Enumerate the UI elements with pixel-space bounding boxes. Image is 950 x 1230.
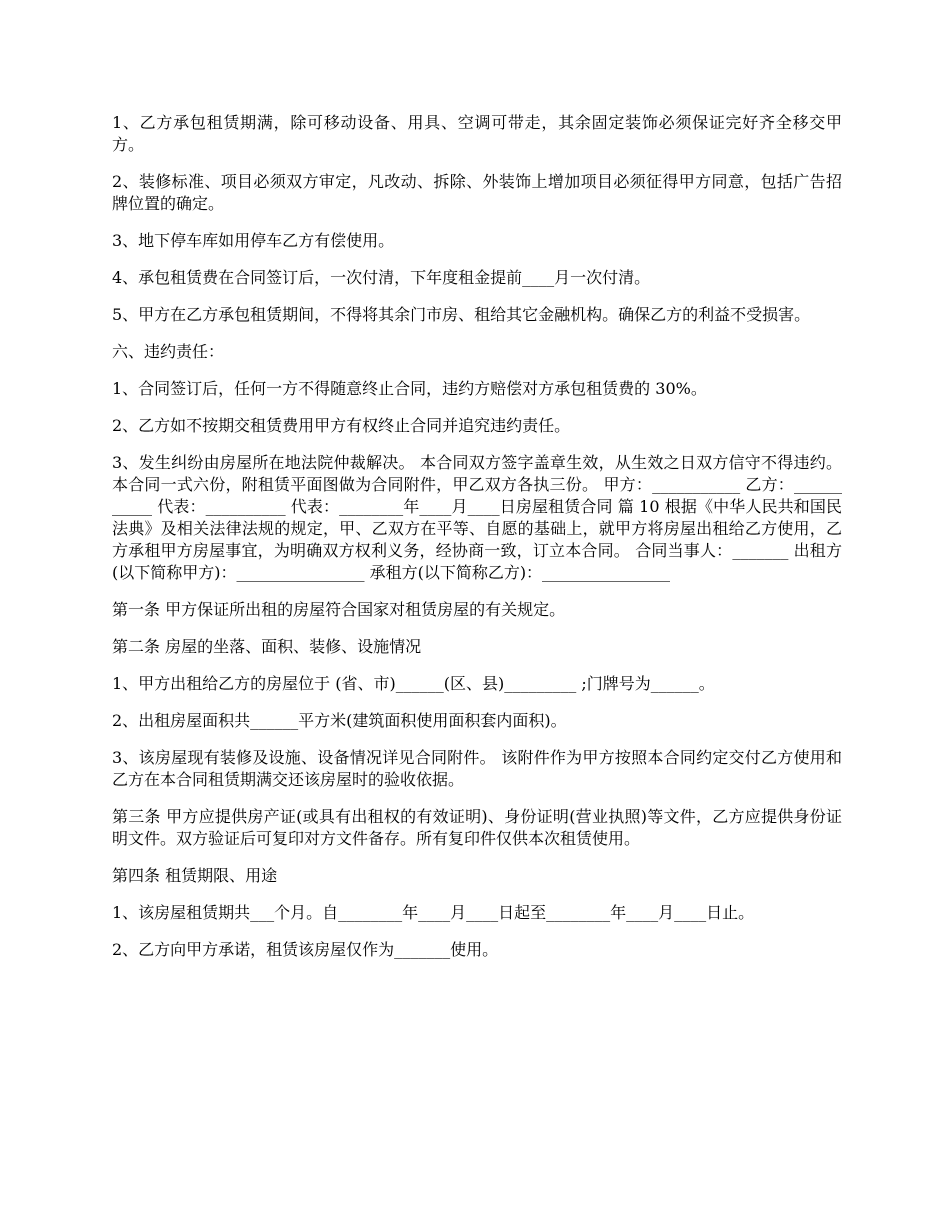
article-2-heading: 第二条 房屋的坐落、面积、装修、设施情况 [112, 637, 422, 656]
article-2-location: 1、甲方出租给乙方的房屋位于 (省、市)______(区、县)_________ ;门牌号为______。 [112, 674, 715, 693]
clause-disputes-and-new-contract: 3、发生纠纷由房屋所在地法院仲裁解决。 本合同双方签字盖章生效，从生效之日双方信守不得违约。 本合同一式六份，附租赁平面图做为合同附件，甲乙双方各执三份。 甲方：___________ 乙方：___________ 代表：__________ 代表：________年____月____日房屋租赁合同 篇 10 根据《中华人民共和国民法典》及相关法律法规的规定，甲、乙双方在平等、自愿的基础上，就甲方将房屋出租给乙方使用，乙方承租甲方房屋事宜，为明确双方权利义务，经协商一致，订立本合同。 合同当事人：_______ 出租方(以下简称甲方)：________________ 承租方(以下简称乙方)：________________ [112, 453, 842, 582]
article-4-use: 2、乙方向甲方承诺，租赁该房屋仅作为_______使用。 [112, 940, 499, 959]
clause-breach-termination: 1、合同签订后，任何一方不得随意终止合同，违约方赔偿对方承包租赁费的 30%。 [112, 379, 707, 398]
clause-handover: 1、乙方承包租赁期满，除可移动设备、用具、空调可带走，其余固定装饰必须保证完好齐全移交甲方。 [112, 113, 842, 154]
clause-exclusivity: 5、甲方在乙方承包租赁期间，不得将其余门市房、租给其它金融机构。确保乙方的利益不受损害。 [112, 305, 811, 324]
document-page [112, 112, 842, 976]
section-heading-breach: 六、违约责任： [112, 342, 225, 361]
article-4-term: 1、该房屋租赁期共___个月。自________年____月____日起至________年____月____日止。 [112, 903, 755, 922]
article-1: 第一条 甲方保证所出租的房屋符合国家对租赁房屋的有关规定。 [112, 600, 566, 619]
article-3: 第三条 甲方应提供房产证(或具有出租权的有效证明)、身份证明(营业执照)等文件，乙方应提供身份证明文件。双方验证后可复印对方文件备存。所有复印件仅供本次租赁使用。 [112, 807, 842, 848]
clause-parking: 3、地下停车库如用停车乙方有偿使用。 [112, 231, 395, 250]
article-2-area: 2、出租房屋面积共______平方米(建筑面积使用面积套内面积)。 [112, 711, 567, 730]
article-2-facilities: 3、该房屋现有装修及设施、设备情况详见合同附件。 该附件作为甲方按照本合同约定交付乙方使用和乙方在本合同租赁期满交还该房屋时的验收依据。 [112, 748, 842, 789]
article-4-heading: 第四条 租赁期限、用途 [112, 866, 278, 885]
clause-payment: 4、承包租赁费在合同签订后，一次付清，下年度租金提前____月一次付清。 [112, 268, 651, 287]
clause-breach-late-payment: 2、乙方如不按期交租赁费用甲方有权终止合同并追究违约责任。 [112, 416, 571, 435]
clause-renovation: 2、装修标准、项目必须双方审定，凡改动、拆除、外装饰上增加项目必须征得甲方同意，包括广告招牌位置的确定。 [112, 172, 842, 213]
